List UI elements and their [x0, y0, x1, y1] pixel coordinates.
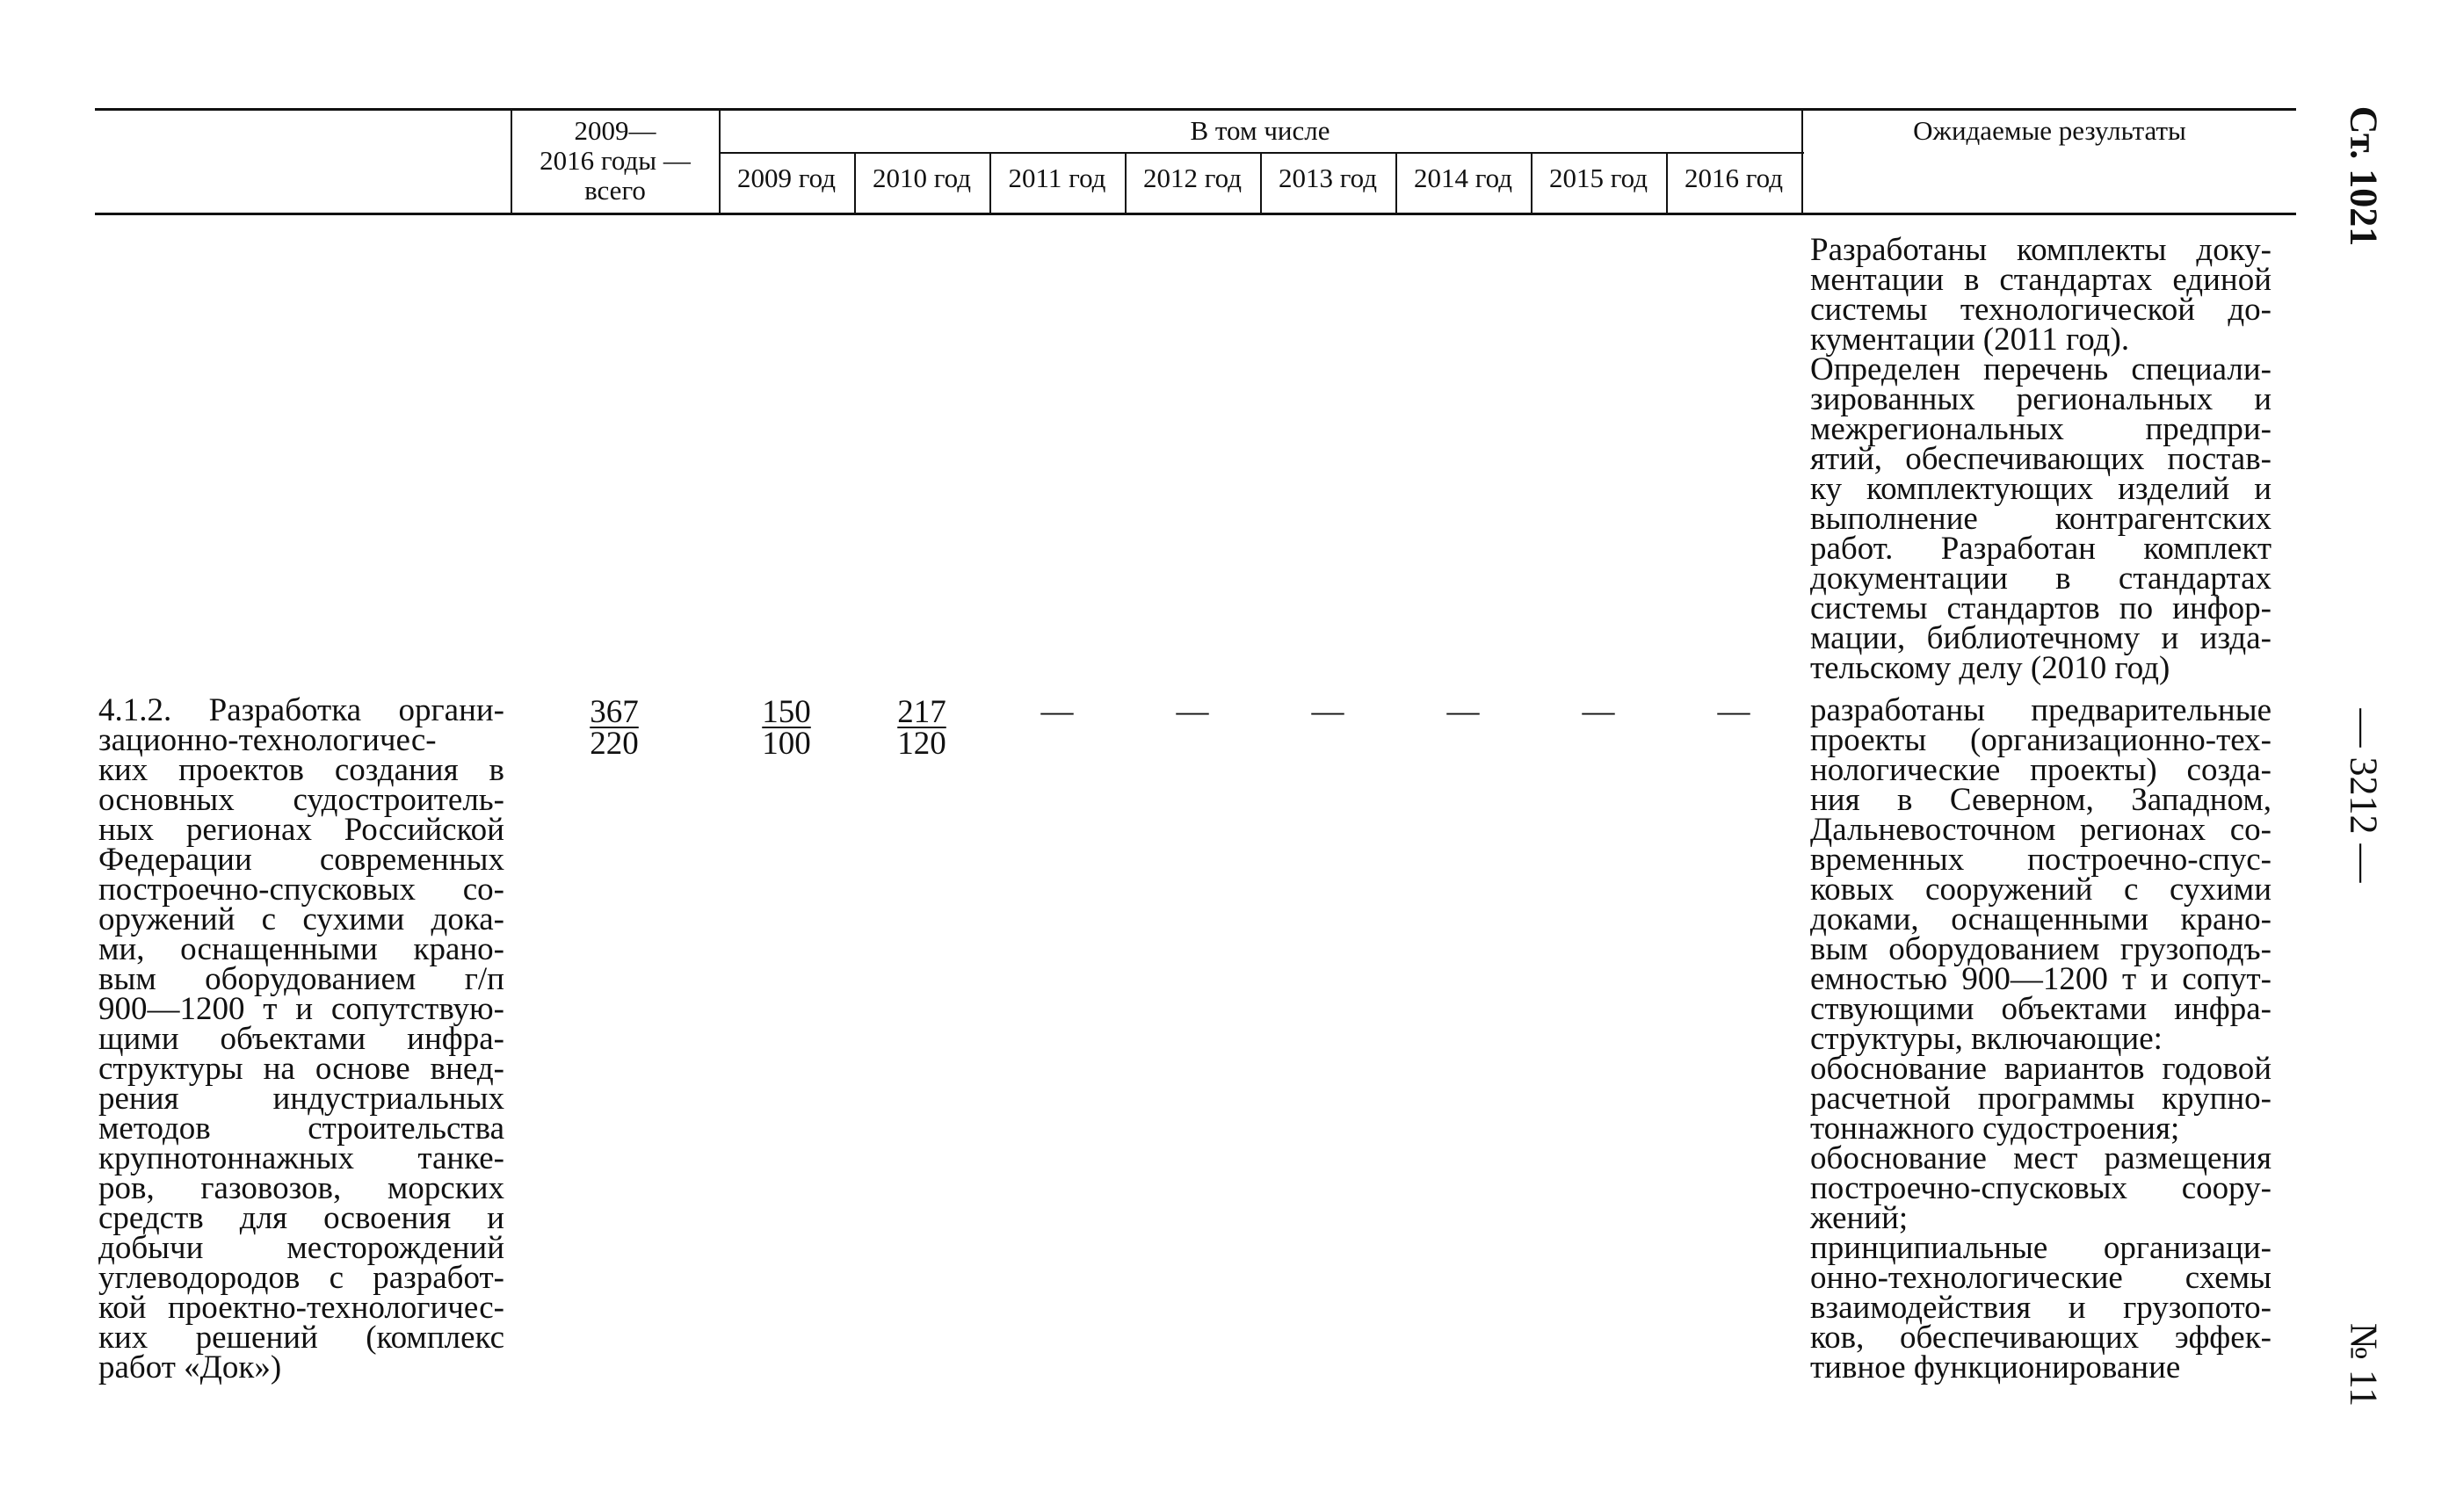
- year-header-2011: 2011 год: [1008, 163, 1106, 193]
- year-header-2014: 2014 год: [1413, 163, 1513, 193]
- row-name-line: оружений с сухими дока-: [98, 901, 504, 937]
- row-name-line: крупнотоннажных танке-: [98, 1140, 504, 1176]
- results-text-line: ствующими объектами инфра-: [1810, 991, 2271, 1027]
- row-name-line: основных судостроитель-: [98, 782, 504, 818]
- row-name-line: щими объектами инфра-: [98, 1021, 504, 1057]
- results-text-line: принципиальные организаци-: [1810, 1230, 2271, 1266]
- row-name-line: ми, оснащенными крано-: [98, 931, 504, 967]
- results-text-line: системы стандартов по инфор-: [1810, 590, 2271, 626]
- results-text-line: временных построечно-спус-: [1810, 842, 2271, 878]
- results-text-line: нологические проекты) созда-: [1810, 752, 2271, 788]
- results-text-line: тивное функционирование: [1810, 1349, 2181, 1385]
- results-text-line: ния в Северном, Западном,: [1810, 782, 2271, 818]
- value-2014-dash: —: [1446, 693, 1480, 729]
- results-text-line: мации, библиотечному и изда-: [1810, 620, 2271, 656]
- results-text-line: обоснование мест размещения: [1810, 1140, 2271, 1176]
- row-name-line: кой проектно-технологичес-: [98, 1290, 504, 1326]
- results-text-line: проекты (организационно-тех-: [1810, 722, 2271, 758]
- expected-results-header: Ожидаемые результаты: [1913, 115, 2186, 146]
- results-text-line: расчетной программы крупно-: [1810, 1081, 2271, 1117]
- total-value-denominator: 220: [590, 726, 639, 762]
- results-text-line: обоснование вариантов годовой: [1810, 1051, 2271, 1087]
- results-text-line: доками, оснащенными крано-: [1810, 901, 2271, 937]
- results-text-line: зированных региональных и: [1810, 381, 2271, 417]
- value-2010-denominator: 120: [897, 726, 946, 762]
- results-text-line: Разработаны комплекты доку-: [1810, 232, 2271, 268]
- results-text-line: ментации в стандартах единой: [1810, 262, 2271, 298]
- row-name-line: средств для освоения и: [98, 1200, 504, 1236]
- results-text-line: работ. Разработан комплект: [1810, 531, 2271, 567]
- row-name-line: вым оборудованием г/п: [98, 961, 504, 997]
- total-value: [579, 694, 649, 762]
- results-text-line: ков, обеспечивающих эффек-: [1810, 1320, 2271, 1356]
- value-2016-dash: —: [1717, 693, 1750, 729]
- value-2010: [887, 694, 957, 762]
- row-name-line: построечно-спусковых со-: [98, 872, 504, 908]
- year-header-2009: 2009 год: [736, 163, 837, 193]
- value-2013-dash: —: [1311, 693, 1344, 729]
- results-text-line: выполнение контрагентских: [1810, 501, 2271, 537]
- results-text-line: ятий, обеспечивающих постав-: [1810, 441, 2271, 477]
- results-text-line: вым оборудованием грузоподъ-: [1810, 931, 2271, 967]
- results-text-line: структуры, включающие:: [1810, 1021, 2163, 1057]
- page-number: — 3212 —: [2342, 708, 2386, 883]
- row-name-line: 900—1200 т и сопутствую-: [98, 991, 504, 1027]
- results-text-line: ку комплектующих изделий и: [1810, 471, 2271, 507]
- value-2010-numerator: 217: [897, 694, 946, 730]
- row-name-line: ров, газовозов, морских: [98, 1170, 504, 1206]
- row-name-line: добычи месторождений: [98, 1230, 504, 1266]
- results-text-line: тоннажного судостроения;: [1810, 1110, 2180, 1147]
- value-2009-numerator: 150: [762, 694, 811, 730]
- table-top-rule: [95, 108, 2296, 111]
- row-name-line: ких проектов создания в: [98, 752, 504, 788]
- results-text-line: разработаны предварительные: [1810, 692, 2271, 728]
- including-header: В том числе: [1190, 115, 1330, 146]
- row-name-line: углеводородов с разработ-: [98, 1260, 504, 1296]
- results-text-line: взаимодействия и грузопото-: [1810, 1290, 2271, 1326]
- header-bottom-rule: [95, 213, 2296, 215]
- results-text-line: построечно-спусковых соору-: [1810, 1170, 2271, 1206]
- row-name-line: работ «Док»): [98, 1349, 282, 1385]
- issue-number: № 11: [2342, 1322, 2386, 1407]
- continued-results-text: [1810, 232, 2271, 686]
- year-header-2010: 2010 год: [872, 163, 972, 193]
- year-header-2016: 2016 год: [1684, 163, 1784, 193]
- row-name-line: ких решений (комплекс: [98, 1320, 504, 1356]
- row-name-line: ных регионах Российской: [98, 812, 504, 848]
- value-2015-dash: —: [1582, 693, 1615, 729]
- results-text-line: межрегиональных предпри-: [1810, 411, 2271, 447]
- year-header-2015: 2015 год: [1548, 163, 1648, 193]
- results-text-line: системы технологической до-: [1810, 292, 2271, 328]
- total-column-header: 2009— 2016 годы — всего: [540, 115, 691, 206]
- row-name-4-1-2: [98, 692, 504, 1385]
- results-text-line: тельскому делу (2010 год): [1810, 650, 2170, 686]
- row-name-line: 4.1.2. Разработка органи-: [98, 692, 504, 728]
- year-header-2012: 2012 год: [1142, 163, 1243, 193]
- results-text-line: Дальневосточном регионах со-: [1810, 812, 2271, 848]
- row-name-line: Федерации современных: [98, 842, 504, 878]
- row-results-4-1-2: [1810, 692, 2271, 1385]
- results-text-line: онно-технологические схемы: [1810, 1260, 2271, 1296]
- row-name-line: зационно-технологичес-: [98, 722, 437, 758]
- article-label: Ст. 1021: [2342, 105, 2386, 247]
- row-name-line: методов строительства: [98, 1110, 504, 1147]
- results-text-line: ковых сооружений с сухими: [1810, 872, 2271, 908]
- results-text-line: жений;: [1810, 1200, 1909, 1236]
- results-text-line: кументации (2011 год).: [1810, 322, 2130, 358]
- row-name-line: структуры на основе внед-: [98, 1051, 504, 1087]
- total-value-numerator: 367: [590, 694, 639, 730]
- value-2011-dash: —: [1040, 693, 1074, 729]
- results-text-line: документации в стандартах: [1810, 561, 2271, 597]
- year-header-2013: 2013 год: [1278, 163, 1378, 193]
- row-name-line: рения индустриальных: [98, 1081, 504, 1117]
- results-text-line: емностью 900—1200 т и сопут-: [1810, 961, 2271, 997]
- results-text-line: Определен перечень специали-: [1810, 351, 2271, 387]
- value-2009-denominator: 100: [762, 726, 811, 762]
- value-2012-dash: —: [1176, 693, 1209, 729]
- value-2009: [751, 694, 822, 762]
